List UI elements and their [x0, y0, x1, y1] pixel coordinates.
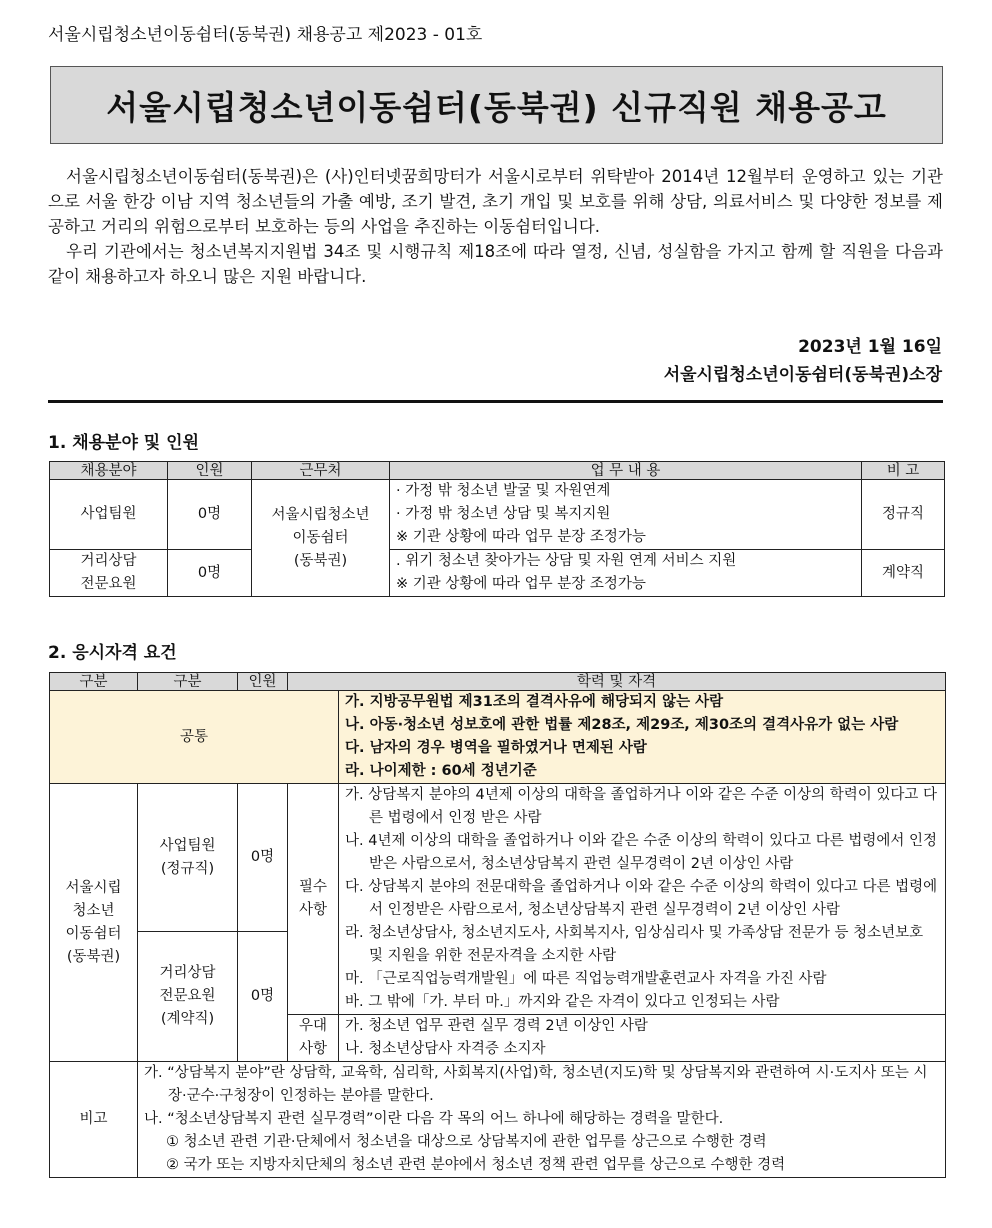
duty-line: · 가정 밖 청소년 발굴 및 자원연계: [396, 483, 611, 499]
preferred-item: 가. 청소년 업무 관련 실무 경력 2년 이상인 사람: [345, 1018, 648, 1034]
field-cell: 사업팀원: [50, 480, 168, 550]
preferred-items: [339, 1015, 946, 1062]
signer: 서울시립청소년이동쉼터(동북권)소장: [663, 365, 942, 385]
intro-text: [48, 164, 943, 289]
remarks-sub-item: ① 청소년 관련 기관·단체에서 청소년을 대상으로 상담복지에 관한 업무를 상근으로 수행한 경력: [166, 1134, 767, 1150]
org-line: 이동쉼터: [65, 925, 122, 942]
preferred-item: 나. 청소년상담사 자격증 소지자: [345, 1041, 546, 1057]
required-item: 바. 그 밖에「가. 부터 마.」까지와 같은 자격이 있다고 인정되는 사람: [345, 994, 780, 1010]
remarks-row: [50, 1062, 946, 1178]
common-item: 가. 지방공무원법 제31조의 결격사유에 해당되지 않는 사람: [345, 694, 724, 710]
page-title: 서울시립청소년이동쉼터(동북권) 신규직원 채용공고: [106, 87, 887, 127]
org-cell: [50, 784, 138, 1062]
remarks-sub-item: ② 국가 또는 지방자치단체의 청소년 관련 분야에서 청소년 정책 관련 업무를 상근으로 수행한 경력: [166, 1157, 786, 1173]
duty-line: ※ 기관 상황에 따라 업무 분장 조정가능: [396, 529, 646, 545]
org-line: (동북권): [66, 948, 121, 965]
qualification-table: [49, 672, 946, 1178]
org-line: 서울시립: [65, 879, 122, 896]
intro-paragraph-2: 우리 기관에서는 청소년복지지원법 34조 및 시행규칙 제18조에 따라 열정, 신념, 성실함을 가지고 함께 할 직원을 다음과 같이 채용하고자 하오니 많은 지원 바랍니다.: [48, 242, 943, 286]
column-header: 인원: [168, 462, 252, 480]
position-line: (정규직): [160, 860, 215, 877]
duty-line: ※ 기관 상황에 따라 업무 분장 조정가능: [396, 576, 646, 592]
recruitment-table: [49, 461, 945, 597]
table-row: [50, 480, 945, 550]
required-label-line: 필수: [298, 879, 327, 895]
required-item: 가. 상담복지 분야의 4년제 이상의 대학을 졸업하거나 이와 같은 수준 이상의 학력이 있다고 다른 법령에서 인정 받은 사람: [345, 787, 938, 826]
column-header: 구분: [50, 673, 138, 691]
field-line: 거리상담: [80, 553, 137, 569]
remarks-item: 나. “청소년상담복지 관련 실무경력”이란 다음 각 목의 어느 하나에 해당하는 경력을 말한다.: [144, 1111, 724, 1127]
column-header: 학력 및 자격: [288, 673, 946, 691]
column-header: 업 무 내 용: [390, 462, 862, 480]
section-2-heading: 2. 응시자격 요건: [48, 643, 177, 663]
position-line: 사업팀원: [159, 837, 216, 854]
required-item: 라. 청소년상담사, 청소년지도사, 사회복지사, 임상심리사 및 가족상담 전문가 등 청소년보호 및 지원을 위한 전문자격을 소지한 사람: [345, 925, 924, 964]
duty-cell: [390, 480, 862, 550]
column-header: 구분: [138, 673, 238, 691]
table-header-row: [50, 673, 946, 691]
workplace-line: 서울시립청소년: [271, 506, 370, 523]
common-label: 공통: [50, 691, 339, 784]
note-cell: 정규직: [862, 480, 945, 550]
duty-cell: [390, 550, 862, 597]
duty-line: · 가정 밖 청소년 상담 및 복지지원: [396, 506, 611, 522]
divider: [48, 400, 943, 403]
remarks-item: 가. “상담복지 분야”란 상담학, 교육학, 심리학, 사회복지(사업)학, 청소년(지도)학 및 상담복지와 관련하여 시·도지사 또는 시장·군수·구청장이 인정하는 분야를 말한다.: [144, 1065, 928, 1104]
note-cell: 계약직: [862, 550, 945, 597]
announcement-date: 2023년 1월 16일: [798, 337, 942, 357]
org-line: 청소년: [72, 902, 115, 919]
position-line: 전문요원: [159, 988, 216, 1004]
preferred-label: [288, 1015, 339, 1062]
preferred-label-line: 사항: [298, 1041, 327, 1057]
common-items: [339, 691, 946, 784]
intro-paragraph-1: 서울시립청소년이동쉼터(동북권)은 (사)인터넷꿈희망터가 서울시로부터 위탁받아 2014년 12월부터 운영하고 있는 기관으로 서울 한강 이남 지역 청소년들의 가출 예방, 조기 발견, 초기 개입 및 보호를 위해 상담, 의료서비스 및 다양한 정보를 제공하고 거리의 위험으로부터 보호하는 등의 사업을 추진하는 이동쉼터입니다.: [48, 167, 943, 236]
count-cell: 0명: [168, 550, 252, 597]
preferred-label-line: 우대: [298, 1018, 327, 1034]
common-item: 라. 나이제한 : 60세 정년기준: [345, 763, 537, 779]
required-item: 다. 상담복지 분야의 전문대학을 졸업하거나 이와 같은 수준 이상의 학력이 있다고 다른 법령에서 인정받은 사람으로서, 청소년상담복지 관련 실무경력이 2년 이상인 사람: [345, 879, 938, 918]
position-cell: [138, 784, 238, 932]
required-label: [288, 784, 339, 1015]
field-line: 전문요원: [80, 576, 137, 592]
signature-block: [664, 333, 942, 389]
title-box: [50, 66, 943, 144]
common-row: [50, 691, 946, 784]
duty-line: . 위기 청소년 찾아가는 상담 및 자원 연계 서비스 지원: [396, 553, 737, 569]
position-line: 거리상담: [159, 965, 216, 981]
position-row: [50, 784, 946, 932]
document-number: 서울시립청소년이동쉼터(동북권) 채용공고 제2023 - 01호: [48, 25, 483, 45]
required-item: 마. 「근로직업능력개발원」에 따른 직업능력개발훈련교사 자격을 가진 사람: [345, 971, 827, 987]
field-cell: [50, 550, 168, 597]
count-cell: 0명: [168, 480, 252, 550]
common-item: 다. 남자의 경우 병역을 필하였거나 면제된 사람: [345, 740, 647, 756]
required-items: [339, 784, 946, 1015]
column-header: 채용분야: [50, 462, 168, 480]
workplace-line: (동북권): [293, 552, 348, 569]
column-header: 비 고: [862, 462, 945, 480]
count-cell: 0명: [238, 784, 288, 932]
required-label-line: 사항: [298, 902, 327, 918]
column-header: 근무처: [252, 462, 390, 480]
common-item: 나. 아동·청소년 성보호에 관한 법률 제28조, 제29조, 제30조의 결격사유가 없는 사람: [345, 717, 899, 733]
section-1-heading: 1. 채용분야 및 인원: [48, 433, 199, 453]
remarks-label: 비고: [50, 1062, 138, 1178]
position-cell: [138, 932, 238, 1062]
workplace-cell: [252, 480, 390, 597]
position-line: (계약직): [160, 1011, 215, 1027]
required-item: 나. 4년제 이상의 대학을 졸업하거나 이와 같은 수준 이상의 학력이 있다고 다른 법령에서 인정받은 사람으로서, 청소년상담복지 관련 실무경력이 2년 이상인 사람: [345, 833, 938, 872]
column-header: 인원: [238, 673, 288, 691]
count-cell: 0명: [238, 932, 288, 1062]
remarks-items: [138, 1062, 946, 1178]
table-header-row: [50, 462, 945, 480]
table-row: [50, 550, 945, 597]
workplace-line: 이동쉼터: [292, 529, 349, 546]
